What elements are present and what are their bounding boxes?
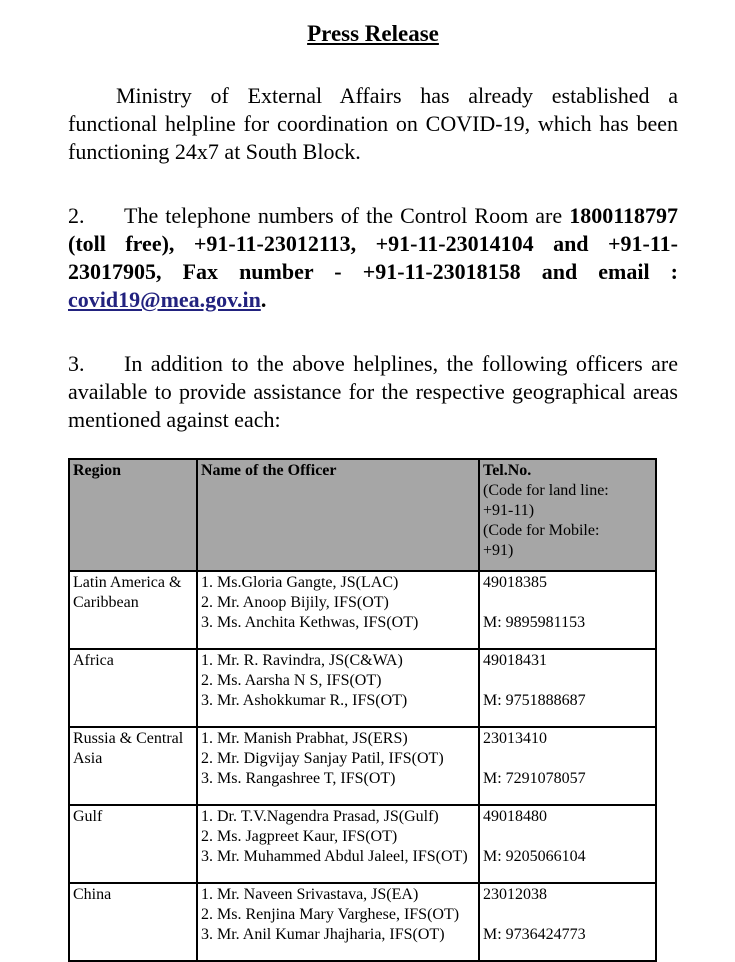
header-tel: [479, 459, 656, 571]
header-region-label: Region: [73, 462, 121, 479]
officer-line: 1. Dr. T.V.Nagendra Prasad, JS(Gulf): [201, 808, 439, 825]
officer-cell: [197, 883, 479, 961]
tel-cell: [479, 571, 656, 649]
header-tel-mobile-code-2: +91): [483, 542, 514, 559]
tel-cell: [479, 727, 656, 805]
officer-line: 3. Mr. Ashokkumar R., IFS(OT): [201, 692, 408, 709]
region-cell: Gulf: [69, 805, 197, 883]
document-title: Press Release: [307, 21, 439, 46]
paragraph-2: [68, 202, 678, 314]
landline-number: 49018480: [483, 808, 547, 825]
paragraph-2-number: 2.: [68, 203, 85, 228]
region-cell: Latin America & Caribbean: [69, 571, 197, 649]
region-cell: Africa: [69, 649, 197, 727]
table-row-africa: [69, 649, 656, 727]
header-region: [69, 459, 197, 571]
landline-number: 23012038: [483, 886, 547, 903]
officers-table-header: [69, 459, 656, 571]
mobile-number: M: 7291078057: [483, 770, 586, 787]
officer-cell: [197, 649, 479, 727]
header-officer: [197, 459, 479, 571]
officer-line: 3. Mr. Anil Kumar Jhajharia, IFS(OT): [201, 926, 445, 943]
mobile-number: M: 9751888687: [483, 692, 586, 709]
paragraph-3: [68, 350, 678, 434]
header-tel-landline-code-1: (Code for land line:: [483, 482, 609, 499]
header-row: [69, 459, 656, 571]
table-row-gulf: [69, 805, 656, 883]
landline-number: 49018431: [483, 652, 547, 669]
header-tel-label: Tel.No.: [483, 462, 532, 479]
officer-line: 2. Mr. Digvijay Sanjay Patil, IFS(OT): [201, 750, 444, 767]
officer-cell: [197, 805, 479, 883]
officer-line: 3. Ms. Anchita Kethwas, IFS(OT): [201, 614, 419, 631]
table-row-russia-central-asia: [69, 727, 656, 805]
paragraph-3-text: In addition to the above helplines, the following officers are available to provide assistance for the respective geographical areas mentioned against each:: [68, 351, 678, 432]
region-cell: China: [69, 883, 197, 961]
mobile-number: M: 9895981153: [483, 614, 586, 631]
officer-cell: [197, 571, 479, 649]
officer-line: 2. Ms. Aarsha N S, IFS(OT): [201, 672, 382, 689]
landline-number: 49018385: [483, 574, 547, 591]
officer-line: 1. Ms.Gloria Gangte, JS(LAC): [201, 574, 399, 591]
officer-line: 3. Mr. Muhammed Abdul Jaleel, IFS(OT): [201, 848, 468, 865]
table-row-latin-america: [69, 571, 656, 649]
email-link[interactable]: covid19@mea.gov.in: [68, 287, 261, 312]
paragraph-2-text: The telephone numbers of the Control Room are: [124, 203, 570, 228]
mobile-number: M: 9205066104: [483, 848, 586, 865]
officer-line: 1. Mr. Manish Prabhat, JS(ERS): [201, 730, 408, 747]
officer-line: 3. Ms. Rangashree T, IFS(OT): [201, 770, 396, 787]
table-row-china: [69, 883, 656, 961]
tel-cell: [479, 805, 656, 883]
mobile-number: M: 9736424773: [483, 926, 586, 943]
tel-cell: [479, 649, 656, 727]
officer-cell: [197, 727, 479, 805]
header-tel-landline-code-2: +91-11): [483, 502, 535, 519]
officers-table: [68, 458, 657, 962]
paragraph-3-number: 3.: [68, 351, 85, 376]
paragraph-2-phone-numbers: 1800118797 (toll free), +91-11-23012113, +91-11-23014104 and +91-11-23017905, Fax number - +91-11-23018158 and email :: [68, 203, 678, 284]
region-cell: Russia & Central Asia: [69, 727, 197, 805]
officer-line: 2. Ms. Renjina Mary Varghese, IFS(OT): [201, 906, 460, 923]
officer-line: 1. Mr. Naveen Srivastava, JS(EA): [201, 886, 419, 903]
paragraph-2-period: .: [260, 287, 267, 312]
header-tel-mobile-code-1: (Code for Mobile:: [483, 522, 600, 539]
officer-line: 1. Mr. R. Ravindra, JS(C&WA): [201, 652, 403, 669]
tel-cell: [479, 883, 656, 961]
officer-line: 2. Ms. Jagpreet Kaur, IFS(OT): [201, 828, 398, 845]
officer-line: 2. Mr. Anoop Bijily, IFS(OT): [201, 594, 389, 611]
landline-number: 23013410: [483, 730, 547, 747]
header-officer-label: Name of the Officer: [201, 462, 337, 479]
paragraph-intro: Ministry of External Affairs has already established a functional helpline for coordination on COVID-19, which has been functioning 24x7 at South Block.: [68, 83, 678, 164]
